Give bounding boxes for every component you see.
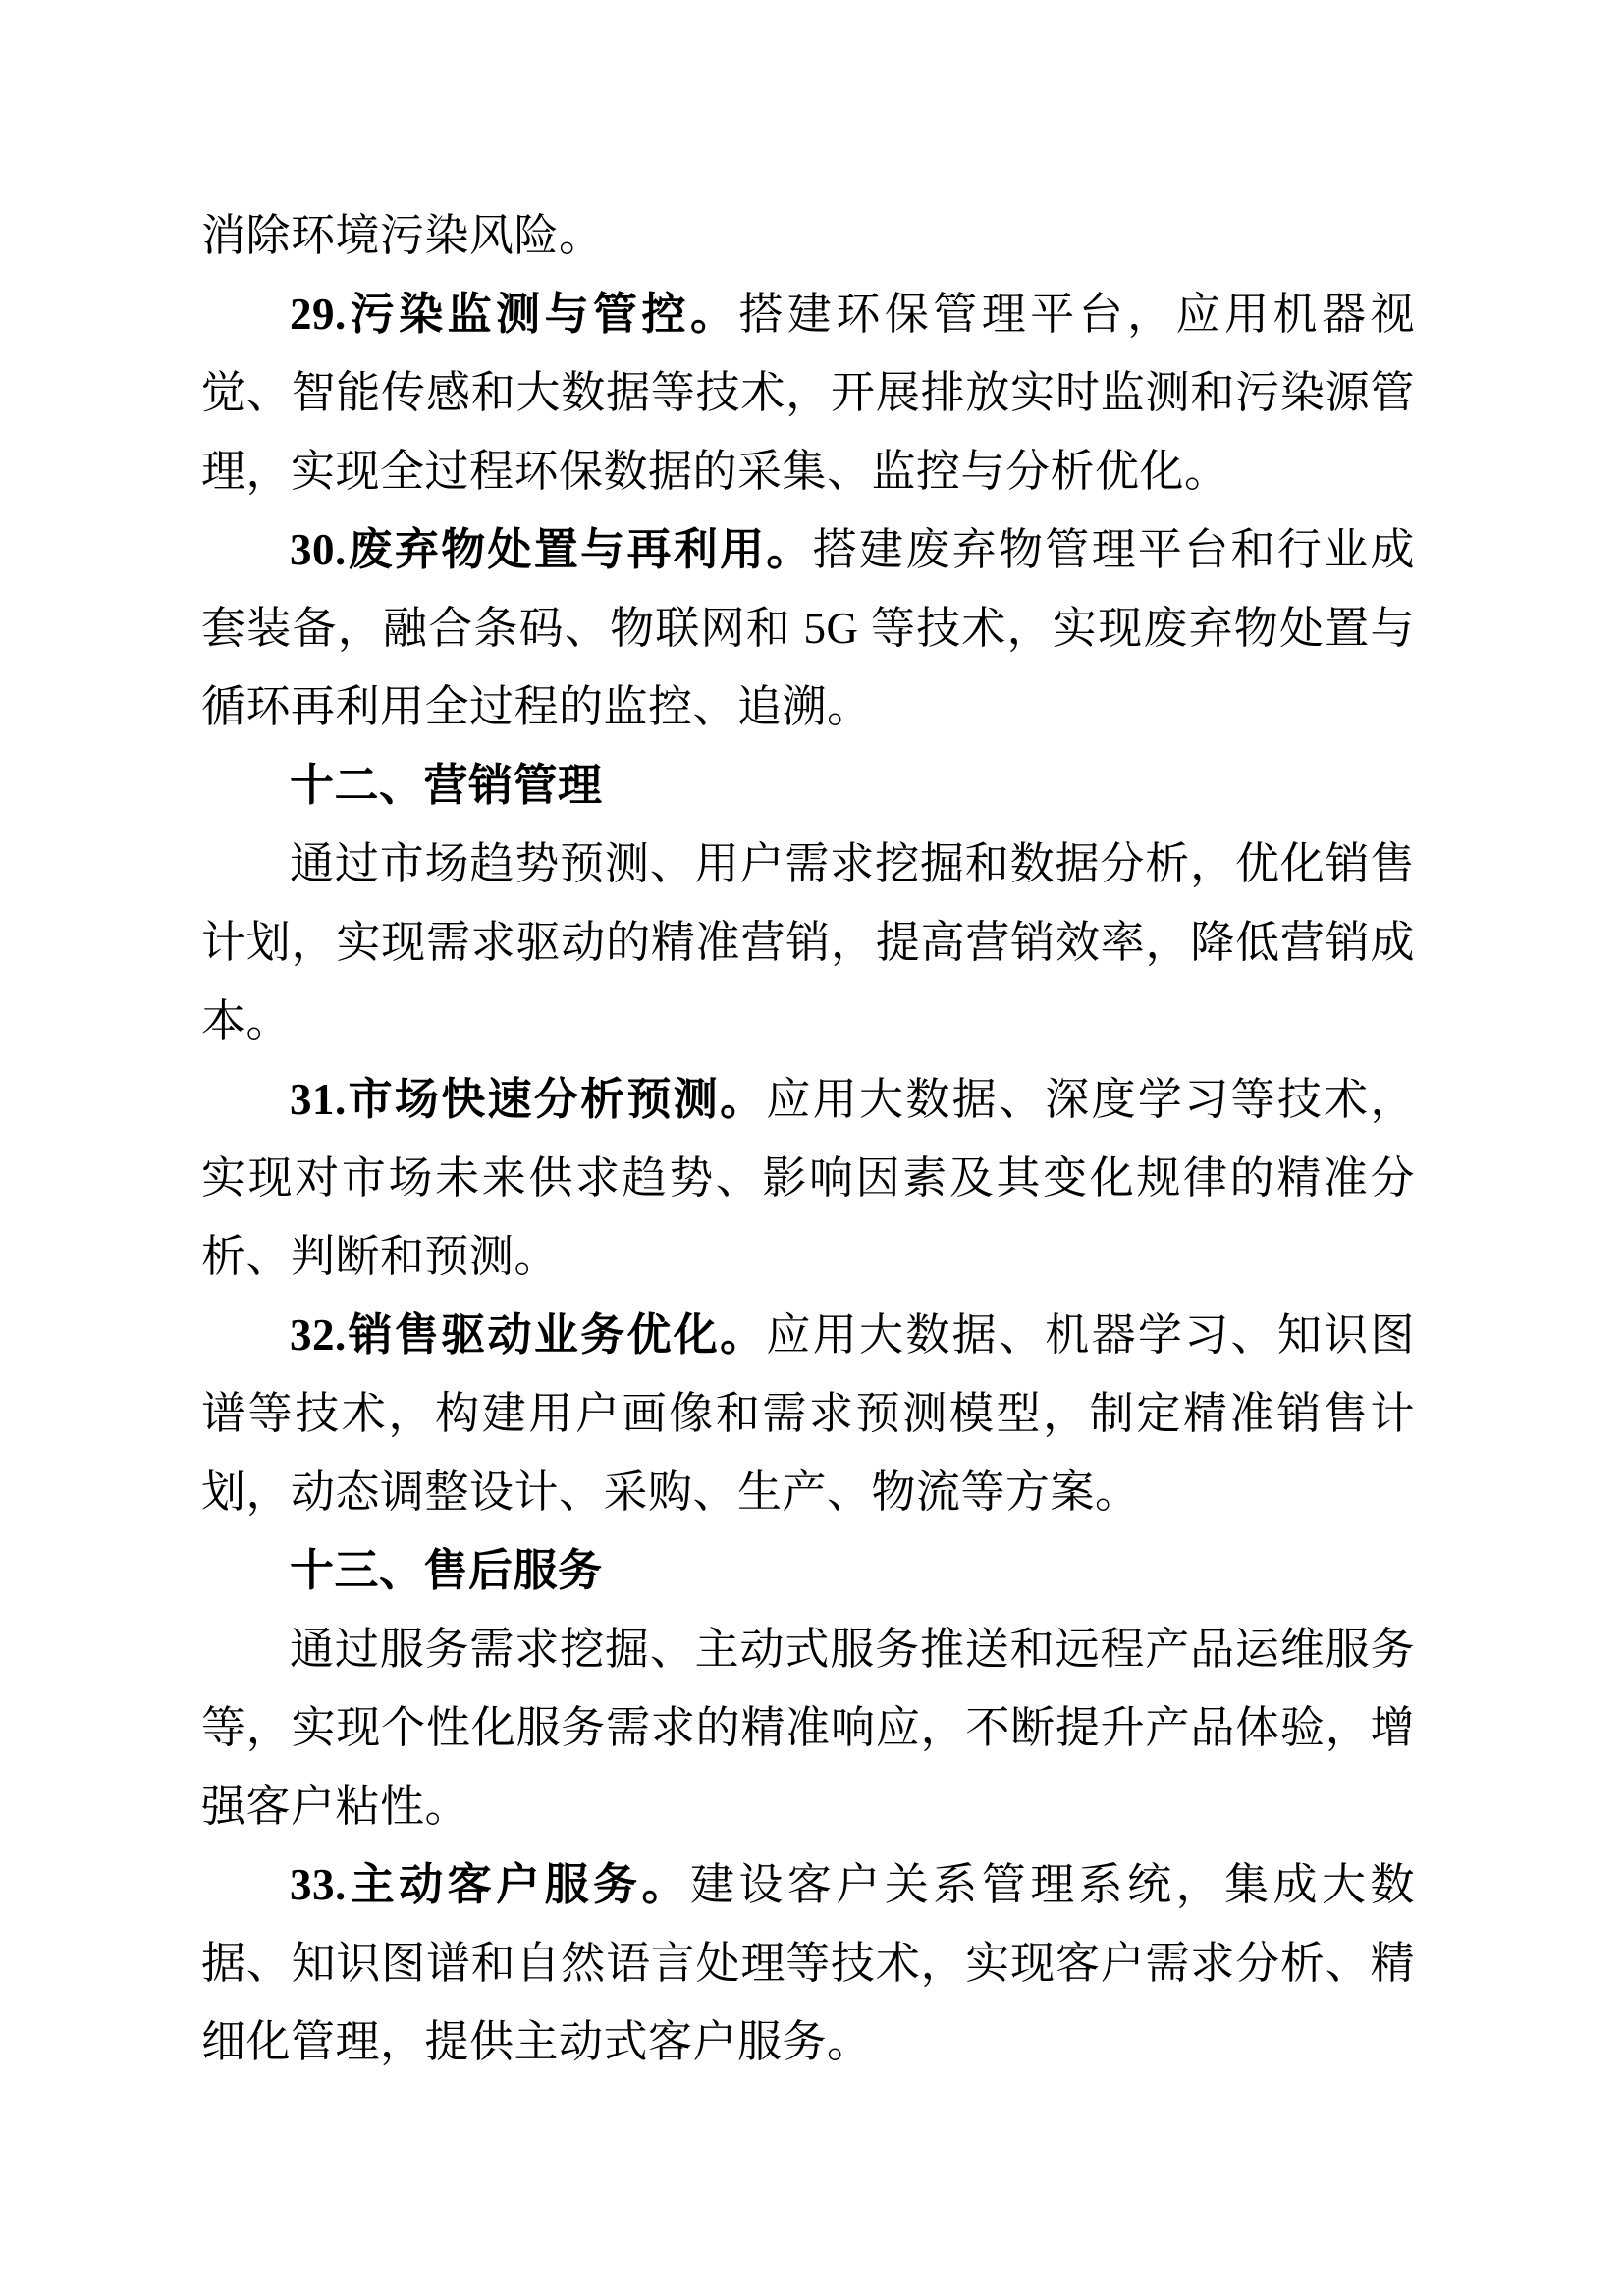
section-heading-13: 十三、售后服务 <box>290 1545 603 1595</box>
item-33-title: 33.主动客户服务。 <box>290 1860 690 1909</box>
item-31 <box>201 1060 1415 1296</box>
item-29-title: 29.污染监测与管控。 <box>290 290 739 339</box>
item-32 <box>201 1296 1415 1531</box>
section-heading-12: 十二、营销管理 <box>290 760 603 810</box>
item-31-body: 应用大数据、深度学习等技术，实现对市场未来供求趋势、影响因素及其变化规律的精准分析、判断和预测。 <box>201 1075 1415 1281</box>
item-29 <box>201 275 1415 510</box>
section-12-intro-paragraph: 通过市场趋势预测、用户需求挖掘和数据分析，优化销售计划，实现需求驱动的精准营销，提高营销效率，降低营销成本。 <box>201 839 1415 1045</box>
item-32-body: 应用大数据、机器学习、知识图谱等技术，构建用户画像和需求预测模型，制定精准销售计划，动态调整设计、采购、生产、物流等方案。 <box>201 1310 1415 1517</box>
item-30-title: 30.废弃物处置与再利用。 <box>290 525 813 574</box>
item-31-title: 31.市场快速分析预测。 <box>290 1075 767 1124</box>
section-13-intro-paragraph: 通过服务需求挖掘、主动式服务推送和远程产品运维服务等，实现个性化服务需求的精准响应，不断提升产品体验，增强客户粘性。 <box>201 1625 1415 1831</box>
item-33 <box>201 1845 1415 2081</box>
item-30-body: 搭建废弃物管理平台和行业成套装备，融合条码、物联网和 5G 等技术，实现废弃物处置与循环再利用全过程的监控、追溯。 <box>201 525 1415 731</box>
item-32-title: 32.销售驱动业务优化。 <box>290 1310 767 1360</box>
document-page <box>201 196 1415 2081</box>
paragraph-continuation: 消除环境污染风险。 <box>201 211 604 260</box>
item-33-body: 建设客户关系管理系统，集成大数据、知识图谱和自然语言处理等技术，实现客户需求分析、精细化管理，提供主动式客户服务。 <box>201 1860 1415 2066</box>
item-30 <box>201 510 1415 746</box>
item-29-body: 搭建环保管理平台，应用机器视觉、智能传感和大数据等技术，开展排放实时监测和污染源管理，实现全过程环保数据的采集、监控与分析优化。 <box>201 290 1415 496</box>
